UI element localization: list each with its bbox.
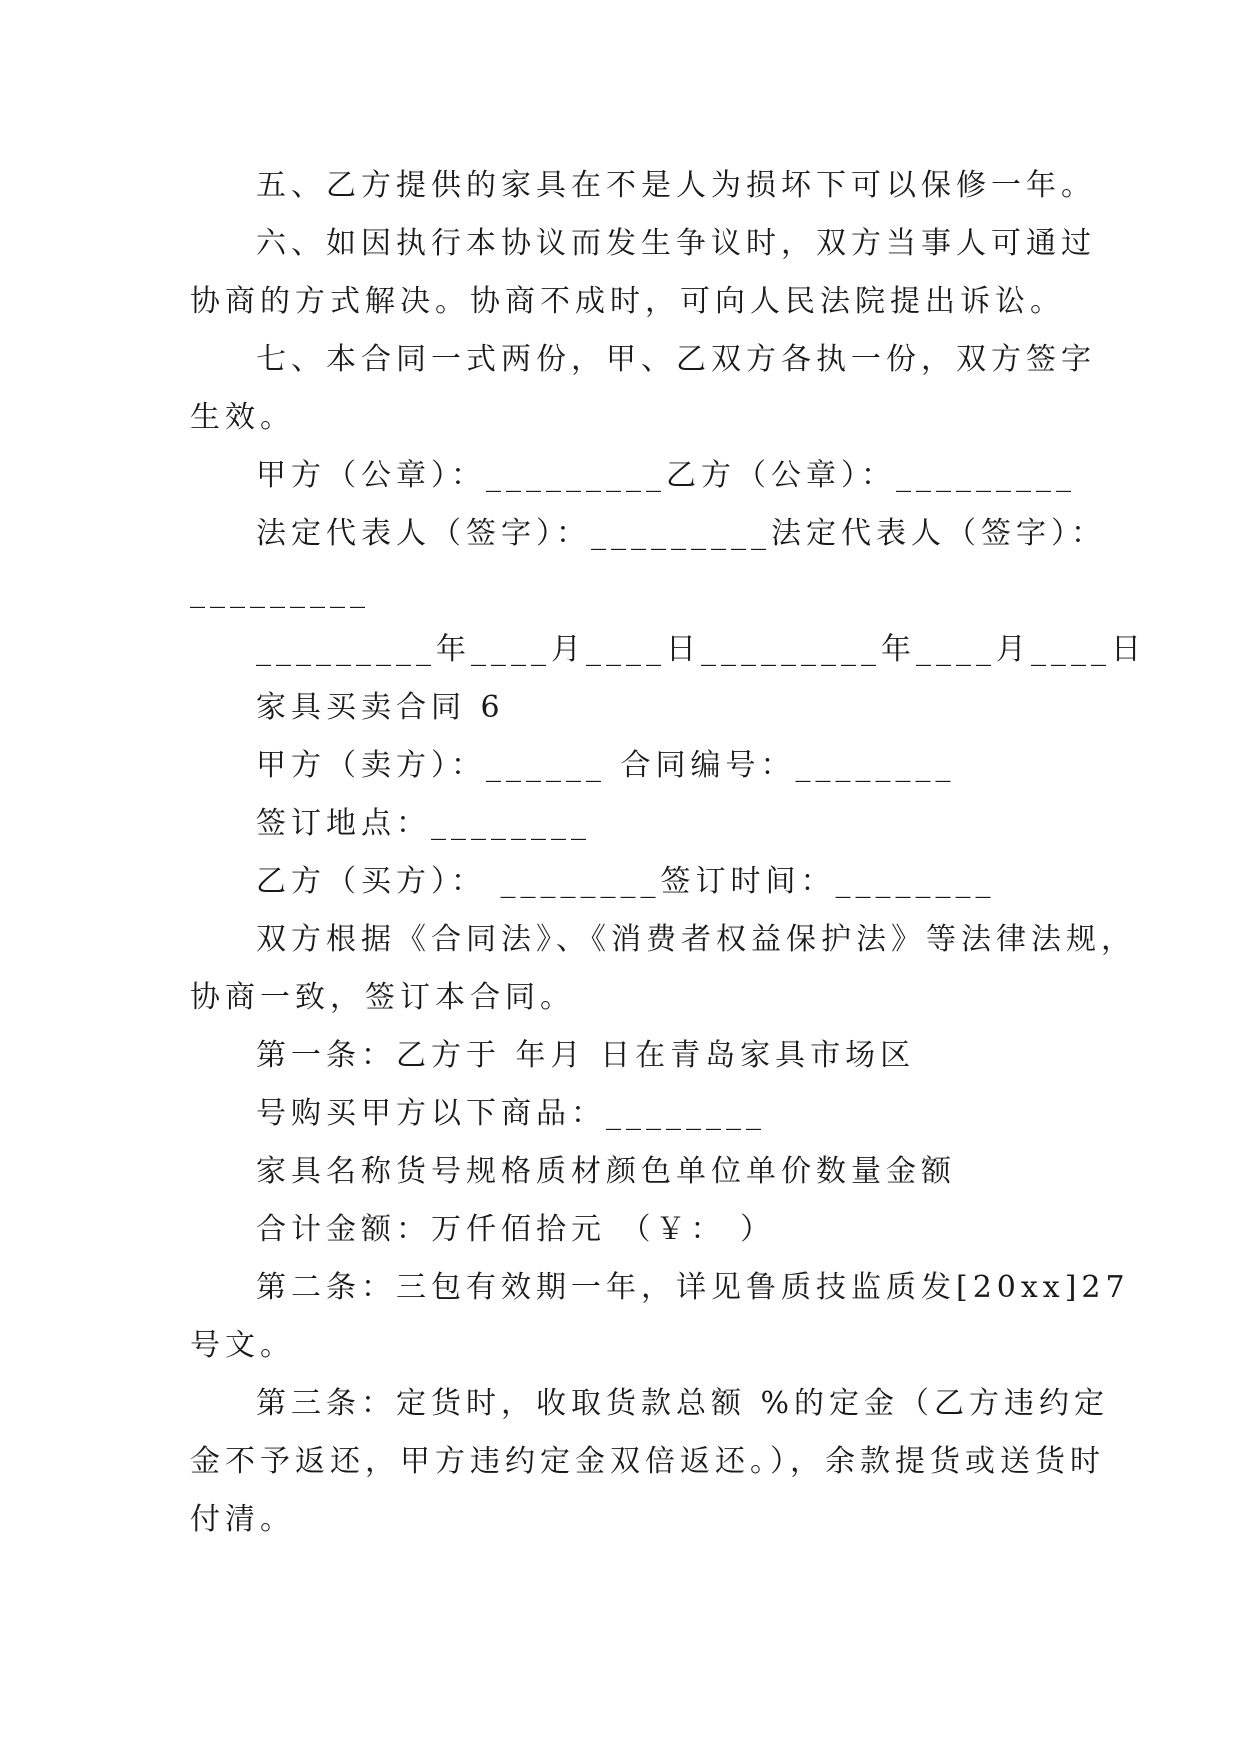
article-3-line-2: 金不予返还，甲方违约定金双倍返还。），余款提货或送货时: [190, 1444, 1105, 1479]
preamble-line-1: 双方根据《合同法》、《消费者权益保护法》等法律法规，: [256, 922, 1136, 957]
article-3-line-3: 付清。: [190, 1502, 295, 1537]
clause-7-line-1: 七、本合同一式两份，甲、乙双方各执一份，双方签字: [256, 342, 1096, 377]
legal-representative-blank: _________: [190, 574, 370, 609]
article-1-line-2: 号购买甲方以下商品：________: [256, 1096, 766, 1131]
article-2-line-2: 号文。: [190, 1328, 295, 1363]
clause-5-line: 五、乙方提供的家具在不是人为损坏下可以保修一年。: [256, 168, 1096, 203]
buyer-signing-time-line: 乙方（买方）： ________签订时间：________: [256, 864, 996, 899]
total-amount-line: 合计金额：万仟佰拾元 （￥： ）: [256, 1212, 776, 1247]
clause-6-line-2: 协商的方式解决。协商不成时，可向人民法院提出诉讼。: [190, 284, 1065, 319]
signing-date-line: _________年____月____日_________年____月____日: [256, 632, 1146, 667]
clause-6-line-1: 六、如因执行本协议而发生争议时，双方当事人可通过: [256, 226, 1096, 261]
party-a-b-seal-line: 甲方（公章）：_________乙方（公章）：_________: [256, 458, 1076, 493]
signing-place-line: 签订地点：________: [256, 806, 591, 841]
contract-title: 家具买卖合同 6: [256, 690, 505, 725]
clause-7-line-2: 生效。: [190, 400, 295, 435]
preamble-line-2: 协商一致，签订本合同。: [190, 980, 575, 1015]
legal-representative-line: 法定代表人（签字）：_________法定代表人（签字）：: [256, 516, 1106, 551]
article-2-line-1: 第二条：三包有效期一年，详见鲁质技监质发[20xx]27: [256, 1270, 1130, 1305]
goods-table-header: 家具名称货号规格质材颜色单位单价数量金额: [256, 1154, 956, 1189]
seller-contract-number-line: 甲方（卖方）：______ 合同编号：________: [256, 748, 956, 783]
article-3-line-1: 第三条：定货时，收取货款总额 %的定金（乙方违约定: [256, 1386, 1110, 1421]
article-1-line-1: 第一条：乙方于 年月 日在青岛家具市场区: [256, 1038, 916, 1073]
